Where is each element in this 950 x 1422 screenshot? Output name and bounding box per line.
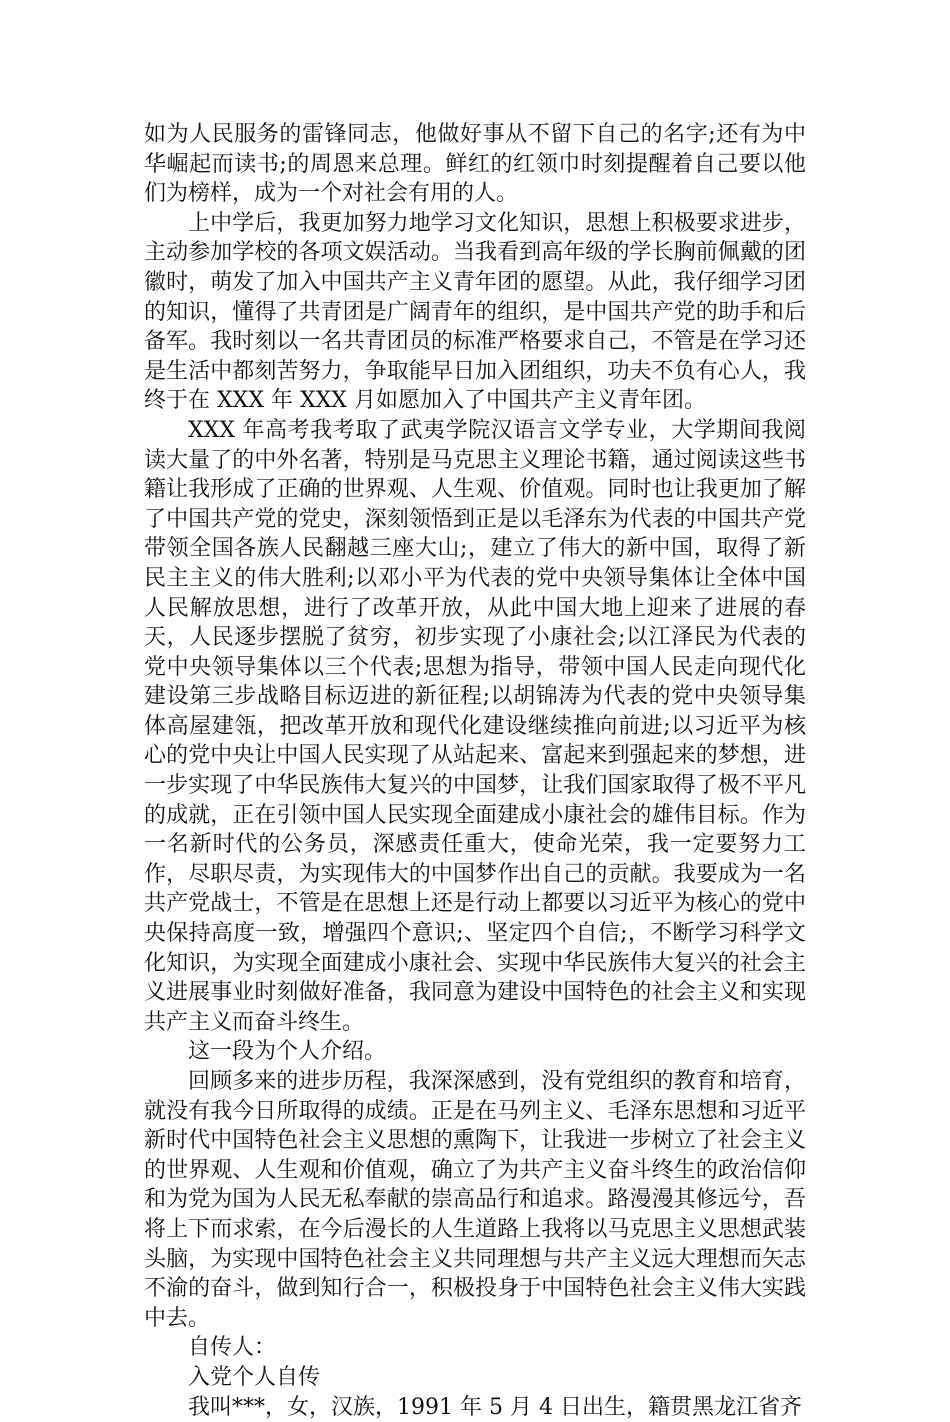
paragraph-4: 这一段为个人介绍。 bbox=[188, 1039, 387, 1065]
paragraph-6: 自传人： bbox=[188, 1335, 277, 1361]
document-page bbox=[144, 120, 806, 1422]
paragraph-7: 入党个人自传 bbox=[188, 1364, 321, 1390]
paragraph-8: 我叫***，女，汉族，1991 年 5 月 4 日出生，籍贯黑龙江省齐 bbox=[188, 1394, 802, 1420]
paragraph-2: 上中学后，我更加努力地学习文化知识，思想上积极要求进步，主动参加学校的各项文娱活动。当我看到高年级的学长胸前佩戴的团徽时，萌发了加入中国共产主义青年团的愿望。从此，我仔细学习团的知识，懂得了共青团是广阔青年的组织，是中国共产党的助手和后备军。我时刻以一名共青团员的标准严格要求自己，不管是在学习还是生活中都刻苦努力，争取能早日加入团组织，功夫不负有心人，我终于在 XXX 年 XXX 月如愿加入了中国共产主义青年团。 bbox=[144, 210, 806, 414]
paragraph-1: 如为人民服务的雷锋同志，他做好事从不留下自己的名字;还有为中华崛起而读书;的周恩来总理。鲜红的红领巾时刻提醒着自己要以他们为榜样，成为一个对社会有用的人。 bbox=[144, 122, 806, 207]
paragraph-3: XXX 年高考我考取了武夷学院汉语言文学专业，大学期间我阅读大量了的中外名著，特别是马克思主义理论书籍，通过阅读这些书籍让我形成了正确的世界观、人生观、价值观。同时也让我更加了解了中国共产党的党史，深刻领悟到正是以毛泽东为代表的中国共产党带领全国各族人民翻越三座大山;，建立了伟大的新中国，取得了新民主主义的伟大胜利;以邓小平为代表的党中央领导集体让全体中国人民解放思想，进行了改革开放，从此中国大地上迎来了进展的春天，人民逐步摆脱了贫穷，初步实现了小康社会;以江泽民为代表的党中央领导集体以三个代表;思想为指导，带领中国人民走向现代化建设第三步战略目标迈进的新征程;以胡锦涛为代表的党中央领导集体高屋建瓴，把改革开放和现代化建设继续推向前进;以习近平为核心的党中央让中国人民实现了从站起来、富起来到强起来的梦想，进一步实现了中华民族伟大复兴的中国梦，让我们国家取得了极不平凡的成就，正在引领中国人民实现全面建成小康社会的雄伟目标。作为一名新时代的公务员，深感责任重大，使命光荣，我一定要努力工作，尽职尽责，为实现伟大的中国梦作出自己的贡献。我要成为一名共产党战士，不管是在思想上还是行动上都要以习近平为核心的党中央保持高度一致，增强四个意识;、坚定四个自信;，不断学习科学文化知识，为实现全面建成小康社会、实现中华民族伟大复兴的社会主义进展事业时刻做好准备，我同意为建设中国特色的社会主义和实现共产主义而奋斗终生。 bbox=[144, 417, 806, 1035]
paragraph-5: 回顾多来的进步历程，我深深感到，没有党组织的教育和培育，就没有我今日所取得的成绩。正是在马列主义、毛泽东思想和习近平新时代中国特色社会主义思想的熏陶下，让我进一步树立了社会主义的世界观、人生观和价值观，确立了为共产主义奋斗终生的政治信仰和为党为国为人民无私奉献的崇高品行和追求。路漫漫其修远兮，吾将上下而求索，在今后漫长的人生道路上我将以马克思主义思想武装头脑，为实现中国特色社会主义共同理想与共产主义远大理想而矢志不渝的奋斗，做到知行合一，积极投身于中国特色社会主义伟大实践中去。 bbox=[144, 1069, 806, 1331]
